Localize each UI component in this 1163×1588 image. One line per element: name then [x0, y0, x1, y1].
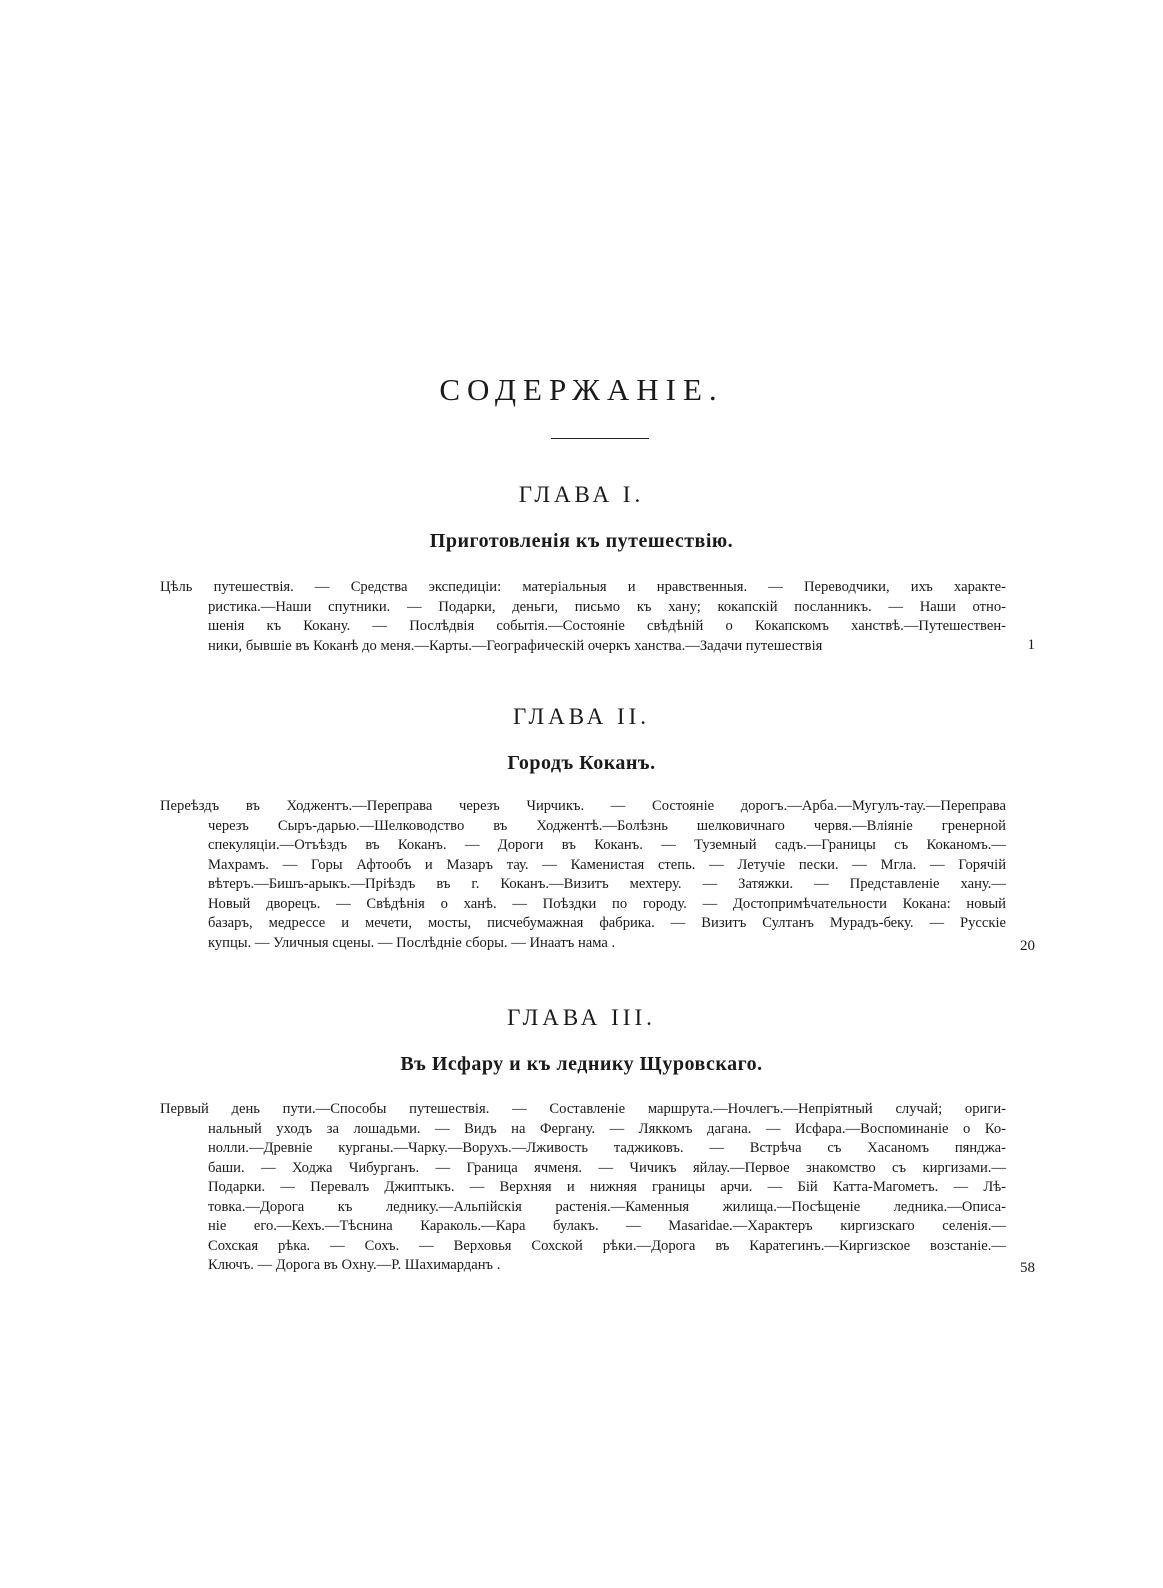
summary-line: купцы. — Уличныя сцены. — Послѣдніе сборы. — Инаатъ нама . — [208, 934, 616, 951]
summary-line: Подарки. — Перевалъ Джиптыкъ. — Верхняя и нижняя границы арчи. — Бій Катта-Магометъ. — Лѣ- — [208, 1179, 1006, 1195]
chapter-heading: ГЛАВА II. — [512, 704, 651, 729]
chapter-title: Приготовленія къ путешествію. — [429, 530, 734, 552]
summary-line: Махрамъ. — Горы Афтообъ и Мазаръ тау. — Каменистая степь. — Летучіе пески. — Мгла. — Горячій — [208, 856, 1006, 873]
page-number: 58 — [1020, 1260, 1035, 1276]
summary-line: Новый дворецъ. — Свѣдѣнія о ханѣ. — Поѣздки по городу. — Достопримѣчательности Кокана: новый — [208, 895, 1006, 912]
summary-line: спекуляціи.—Отъѣздъ въ Коканъ. — Дороги въ Коканъ. — Туземный садъ.—Границы съ Коканомъ.— — [208, 837, 1006, 853]
chapter-3-summary — [160, 1100, 1006, 1276]
summary-line: Переѣздъ въ Ходжентъ.—Переправа черезъ Чирчикъ. — Состояніе дорогъ.—Арба.—Мугулъ-тау.—Переправа — [160, 798, 1006, 814]
chapter-heading: ГЛАВА III. — [507, 1005, 656, 1030]
title-divider — [551, 438, 649, 439]
summary-line: Сохская рѣка. — Сохъ. — Верховья Сохской рѣки.—Дорога въ Каратегинъ.—Киргизское возстаніе.— — [208, 1237, 1006, 1254]
contents-title: СОДЕРЖАНІЕ. — [439, 372, 724, 407]
summary-line: черезъ Сыръ-дарью.—Шелководство въ Ходжентѣ.—Болѣзнь шелковичнаго червя.—Вліяніе гренерной — [208, 817, 1006, 834]
chapter-2-header — [0, 704, 1163, 775]
page-number: 1 — [1027, 637, 1035, 653]
chapter-1-header — [0, 482, 1163, 553]
summary-line: Ключъ. — Дорога въ Охну.—Р. Шахимарданъ . — [208, 1257, 501, 1273]
summary-line: баши. — Ходжа Чибурганъ. — Граница ячменя. — Чичикъ яйлау.—Первое знакомство съ киргизами.— — [208, 1159, 1006, 1176]
summary-line: Первый день пути.—Способы путешествія. — Составленіе маршрута.—Ночлегъ.—Непріятный случай; ориги- — [160, 1101, 1006, 1117]
summary-line: нальный уходъ за лошадьми. — Видъ на Фергану. — Ляккомъ дагана. — Исфара.—Воспоминаніе о Ко- — [208, 1120, 1006, 1137]
summary-line: ники, бывшіе въ Коканѣ до меня.—Карты.—Географическій очеркъ ханства.—Задачи путешествія — [208, 637, 823, 654]
summary-line: шенія къ Кокану. — Послѣдвія событія.—Состояніе свѣдѣній о Кокапскомъ ханствѣ.—Путешествен- — [208, 618, 1006, 634]
chapter-2-summary — [160, 797, 1006, 953]
chapter-heading: ГЛАВА I. — [518, 482, 645, 507]
chapter-3-header — [0, 1005, 1163, 1076]
summary-line: ніе его.—Кехъ.—Тѣснина Караколь.—Кара булакъ. — Masaridae.—Характеръ киргизскаго селенія.— — [208, 1218, 1006, 1234]
page-number: 20 — [1020, 938, 1035, 954]
chapter-1-summary — [160, 578, 1006, 656]
summary-line: вѣтеръ.—Бишъ-арыкъ.—Пріѣздъ въ г. Коканъ.—Визитъ мехтеру. — Затяжки. — Представленіе хану.— — [208, 876, 1006, 892]
summary-line: нолли.—Древніе курганы.—Чарку.—Ворухъ.—Лживость таджиковъ. — Встрѣча съ Хасаномъ пянджа- — [208, 1140, 1006, 1156]
chapter-title: Въ Исфару и къ леднику Щуровскаго. — [400, 1053, 763, 1075]
summary-line: товка.—Дорога къ леднику.—Альпійскія растенія.—Каменныя жилища.—Посѣщеніе ледника.—Описа- — [208, 1198, 1006, 1215]
summary-line: базаръ, медрессе и мечети, мосты, писчебумажная фабрика. — Визитъ Султанъ Мурадъ-беку. — Русскіе — [208, 915, 1006, 931]
chapter-title: Городъ Коканъ. — [507, 752, 656, 774]
summary-line: Цѣль путешествія. — Средства экспедиціи: матеріальныя и нравственныя. — Переводчики, ихъ характе- — [160, 579, 1006, 595]
summary-line: ристика.—Наши спутники. — Подарки, деньги, письмо къ хану; кокапскій посланникъ. — Наши отно- — [208, 598, 1006, 615]
